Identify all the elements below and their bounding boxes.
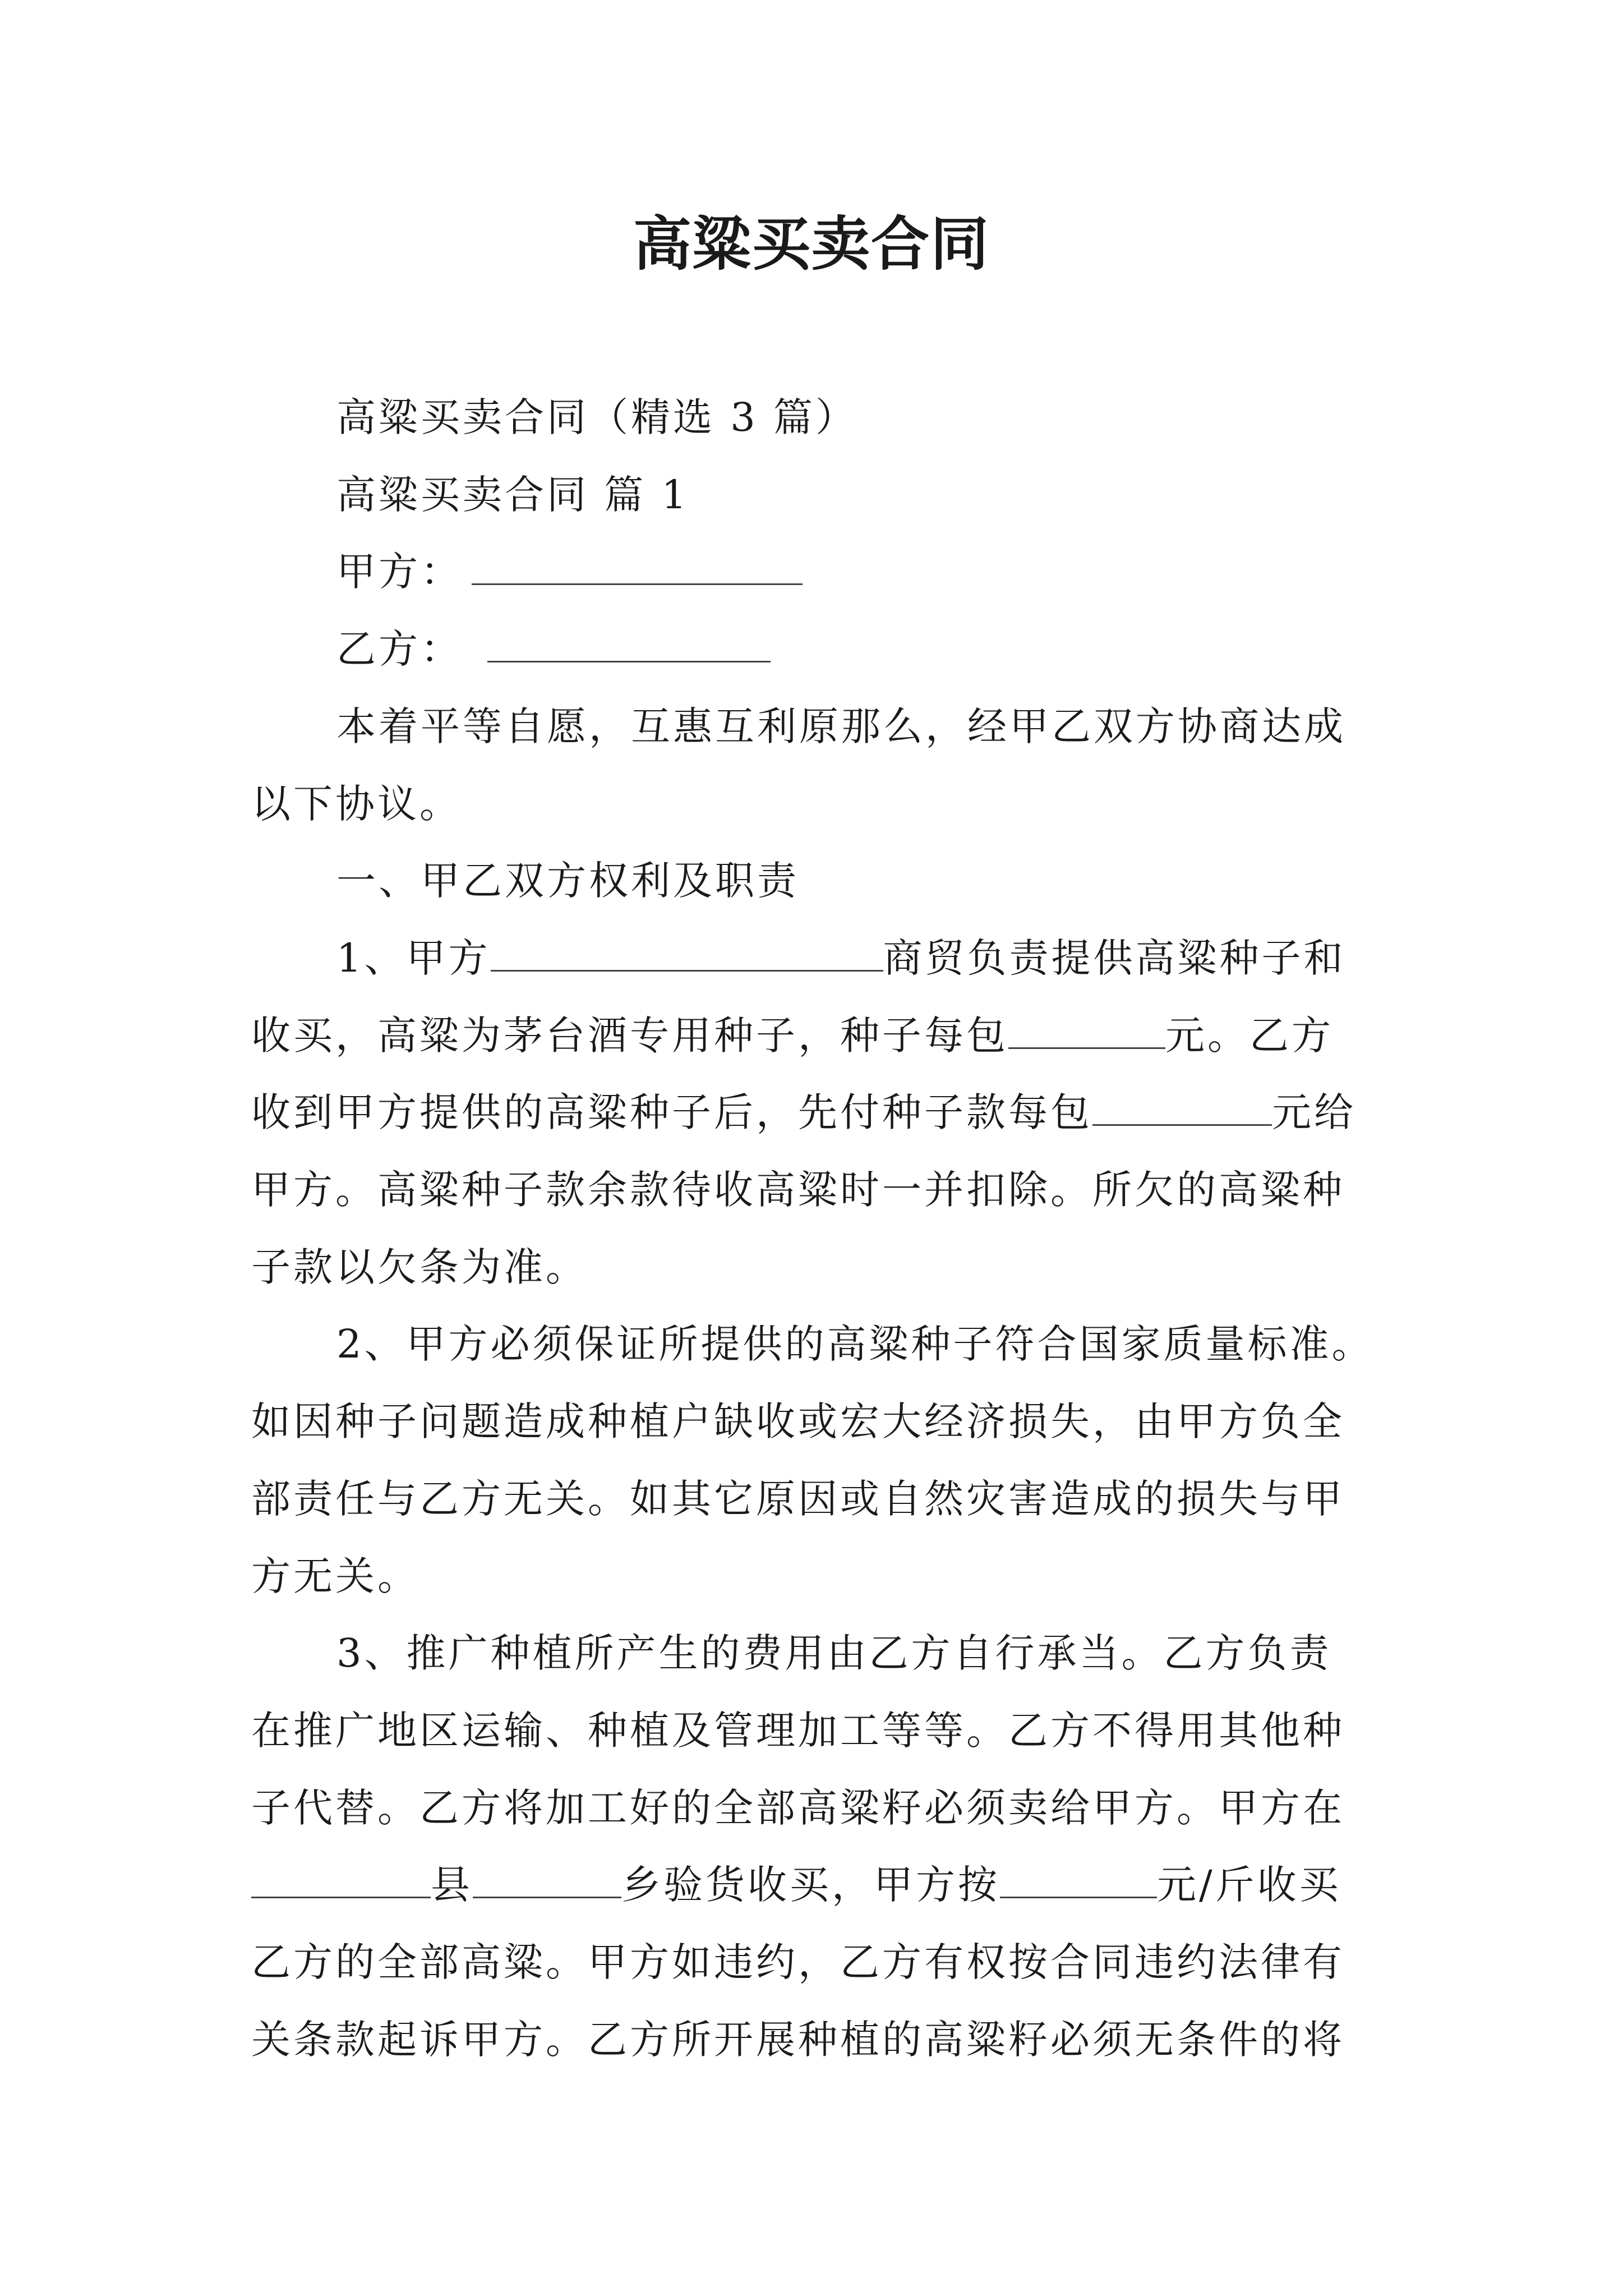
- section-heading-text: 高粱买卖合同 篇 1: [336, 471, 690, 518]
- paragraph-section-heading: [251, 457, 1390, 534]
- clause-1-text-b: 商贸负责提供高粱种子和: [883, 935, 1346, 981]
- clause-heading-text: 一、甲乙双方权利及职责: [336, 858, 799, 904]
- preamble-line-2: 以下协议。: [251, 780, 462, 827]
- clause-3-line-6: [251, 2001, 1390, 2079]
- clause-3-line-1: [251, 1615, 1390, 1692]
- clause-1-text-f: 元给: [1272, 1089, 1356, 1136]
- clause-3-text-a: 3、推广种植所产生的费用由乙方自行承当。乙方负责: [336, 1630, 1332, 1677]
- prepay-amount-blank: [1092, 1085, 1272, 1126]
- paragraph-preamble: [251, 688, 1390, 766]
- party-b-label: 乙方：: [336, 626, 463, 673]
- clause-3-text-b: 在推广地区运输、种植及管理加工等等。乙方不得用其他种: [251, 1707, 1345, 1754]
- party-a-label: 甲方：: [336, 549, 463, 595]
- unit-price-blank: [1000, 1857, 1157, 1898]
- township-blank: [473, 1857, 621, 1898]
- clause-3-text-d1: 县: [431, 1862, 473, 1908]
- paragraph-subtitle: [251, 379, 1390, 457]
- clause-2-line-4: [251, 1538, 1390, 1616]
- paragraph-clause-heading: [251, 843, 1390, 920]
- clause-1-text-h: 子款以欠条为准。: [251, 1244, 588, 1290]
- clause-2-line-3: [251, 1461, 1390, 1538]
- clause-3-text-e: 乙方的全部高粱。甲方如违约，乙方有权按合同违约法律有: [251, 1939, 1345, 1986]
- clause-1-text-e: 收到甲方提供的高粱种子后，先付种子款每包: [251, 1089, 1092, 1136]
- clause-3-line-4: [251, 1847, 1390, 1924]
- clause-2-line-2: [251, 1383, 1390, 1461]
- party-a-line: [251, 533, 1390, 611]
- clause-1-line-1: [251, 920, 1390, 997]
- clause-1-text-a: 1、甲方: [336, 935, 491, 981]
- clause-2-text-b: 如因种子问题造成种植户缺收或宏大经济损失，由甲方负全: [251, 1398, 1345, 1445]
- party-b-line: [251, 611, 1390, 688]
- clause-1-line-2: [251, 997, 1390, 1075]
- paragraph-preamble-cont: [251, 766, 1390, 843]
- party-b-blank: [487, 622, 771, 662]
- clause-2-text-d: 方无关。: [251, 1553, 419, 1599]
- clause-3-line-3: [251, 1770, 1390, 1847]
- party-a-blank: [472, 544, 803, 585]
- clause-3-text-d2: 乡验货收买，甲方按: [621, 1862, 1000, 1908]
- clause-2-line-1: [251, 1306, 1390, 1383]
- subtitle-text: 高粱买卖合同（精选 3 篇）: [336, 394, 858, 440]
- document-title: 高粱买卖合同: [633, 209, 990, 278]
- clause-3-text-d3: 元/斤收买: [1157, 1862, 1341, 1908]
- clause-2-text-a: 2、甲方必须保证所提供的高粱种子符合国家质量标准。: [336, 1321, 1374, 1368]
- clause-3-line-5: [251, 1924, 1390, 2001]
- clause-3-text-c: 子代替。乙方将加工好的全部高粱籽必须卖给甲方。甲方在: [251, 1784, 1345, 1831]
- seed-price-blank: [1008, 1008, 1165, 1049]
- clause-1-line-4: [251, 1152, 1390, 1229]
- clause-2-text-c: 部责任与乙方无关。如其它原因或自然灾害造成的损失与甲: [251, 1475, 1345, 1522]
- document-body: [251, 379, 1390, 2078]
- clause-3-line-2: [251, 1692, 1390, 1770]
- preamble-line-1: 本着平等自愿，互惠互利原那么，经甲乙双方协商达成: [336, 703, 1346, 749]
- clause-1-text-c: 收买，高粱为茅台酒专用种子，种子每包: [251, 1012, 1008, 1059]
- company-name-blank: [491, 931, 883, 972]
- clause-1-text-d: 元。乙方: [1165, 1012, 1334, 1059]
- clause-1-line-3: [251, 1074, 1390, 1152]
- county-blank: [251, 1857, 431, 1898]
- clause-1-line-5: [251, 1229, 1390, 1306]
- clause-3-text-f: 关条款起诉甲方。乙方所开展种植的高粱籽必须无条件的将: [251, 2016, 1345, 2063]
- clause-1-text-g: 甲方。高粱种子款余款待收高粱时一并扣除。所欠的高粱种: [251, 1167, 1345, 1213]
